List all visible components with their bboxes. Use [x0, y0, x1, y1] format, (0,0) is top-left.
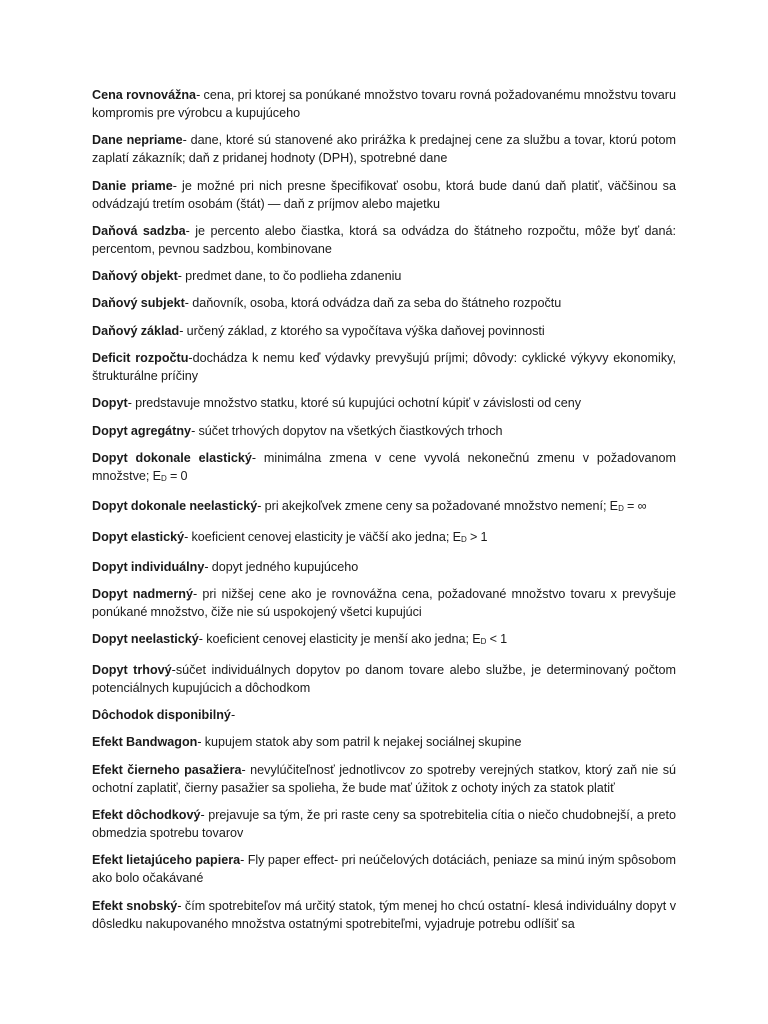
glossary-term: Daňová sadzba — [92, 223, 186, 238]
glossary-definition: - koeficient cenovej elasticity je väčší ako jedna; E — [184, 529, 461, 544]
glossary-definition: - — [230, 708, 236, 723]
glossary-entry — [92, 661, 676, 697]
glossary-term: Dopyt neelastický — [92, 632, 199, 647]
glossary-entry — [92, 733, 676, 751]
glossary-term: Dopyt elastický — [92, 529, 185, 544]
elasticity-value: > 1 — [466, 529, 488, 544]
glossary-term: Dopyt — [92, 396, 128, 411]
glossary-definition: - predstavuje množstvo statku, ktoré sú kupujúci ochotní kúpiť v závislosti od ceny — [127, 396, 582, 411]
glossary-definition: - súčet trhových dopytov na všetkých čiastkových trhoch — [191, 423, 503, 438]
glossary-term: Daňový základ — [92, 323, 180, 338]
glossary-entry — [92, 630, 676, 651]
glossary-definition: - určený základ, z ktorého sa vypočítava výška daňovej povinnosti — [179, 323, 545, 338]
glossary-term: Danie priame — [92, 178, 173, 193]
glossary-entry — [92, 851, 676, 887]
glossary-entry — [92, 706, 676, 724]
elasticity-subscript: D — [161, 473, 167, 483]
glossary-entry — [92, 267, 676, 285]
glossary-definition: - minimálna zmena v cene vyvolá nekonečnú zmenu v požadovanom množstve; E — [92, 450, 676, 483]
glossary-term: Dopyt dokonale elastický — [92, 450, 252, 465]
glossary-definition: - pri akejkoľvek zmene ceny sa požadované množstvo nemení; E — [257, 499, 619, 514]
glossary-definition: - kupujem statok aby som patril k nejakej sociálnej skupine — [197, 735, 522, 750]
glossary-entry — [92, 528, 676, 549]
glossary-entry — [92, 131, 676, 167]
glossary-definition: - prejavuje sa tým, že pri raste ceny sa spotrebitelia cítia o niečo chudobnejší, a preto obmedzia spotrebu tovarov — [92, 807, 676, 840]
glossary-definition: - je možné pri nich presne špecifikovať osobu, ktorá bude danú daň platiť, väčšinou sa odvádzajú tretím osobám (štát) — daň z príjmov alebo majetku — [92, 178, 676, 211]
glossary-entry — [92, 422, 676, 440]
glossary-term: Dôchodok disponibilný — [92, 708, 231, 723]
elasticity-subscript: D — [480, 637, 487, 647]
glossary-definition: - nevylúčiteľnosť jednotlivcov zo spotreby verejných statkov, ktorý zaň nie sú ochotní zaplatiť, čierny pasažier sa spolieha, že bude mať úžitok z ochoty iných za statok platiť — [92, 762, 677, 795]
glossary-definition: - dopyt jedného kupujúceho — [204, 559, 359, 574]
glossary-entry — [92, 585, 676, 621]
glossary-definition: - predmet dane, to čo podlieha zdaneniu — [177, 269, 402, 284]
glossary-term: Deficit rozpočtu — [92, 351, 189, 366]
glossary-term: Cena rovnovážna — [92, 88, 197, 102]
glossary-definition: -súčet individuálnych dopytov po danom tovare alebo službe, je determinovaný počtom potenciálnych kupujúcich a dôchodkom — [92, 662, 676, 695]
elasticity-value: < 1 — [486, 632, 508, 647]
glossary-term: Efekt snobský — [92, 898, 178, 913]
glossary-term: Dopyt dokonale neelastický — [92, 499, 258, 514]
glossary-term: Dopyt individuálny — [92, 559, 205, 574]
glossary-entry — [92, 222, 676, 258]
glossary-entry — [92, 177, 676, 213]
glossary-entry — [92, 497, 676, 518]
glossary-entry — [92, 897, 676, 933]
glossary-entry — [92, 349, 676, 385]
glossary-term: Efekt čierneho pasažiera — [92, 762, 242, 777]
glossary-entry — [92, 558, 676, 576]
elasticity-value: = ∞ — [623, 499, 647, 514]
glossary-entry — [92, 322, 676, 340]
elasticity-value: = 0 — [166, 468, 188, 483]
glossary-definition: - je percento alebo čiastka, ktorá sa odvádza do štátneho rozpočtu, môže byť daná: percentom, pevnou sadzbou, kombinovane — [92, 223, 676, 256]
glossary-definition: - dane, ktoré sú stanovené ako prirážka k predajnej cene za službu a tovar, ktorú potom zaplatí zákazník; daň z pridanej hodnoty (DPH), spotrebné dane — [92, 133, 676, 166]
glossary-term: Daňový subjekt — [92, 296, 185, 311]
glossary-entry — [92, 806, 676, 842]
glossary-entry — [92, 449, 676, 488]
glossary-definition: - pri nižšej cene ako je rovnovážna cena, požadované množstvo tovaru x prevyšuje ponúkané množstvo, čiže nie sú uspokojený všetci kupujúci — [92, 587, 676, 620]
glossary-term: Dopyt agregátny — [92, 423, 192, 438]
glossary-definition: - Fly paper effect- pri neúčelových dotáciách, peniaze sa minú iným spôsobom ako bolo očakávané — [92, 853, 676, 886]
glossary-term: Efekt lietajúceho papiera — [92, 853, 241, 868]
glossary-definition: -dochádza k nemu keď výdavky prevyšujú príjmi; dôvody: cyklické výkyvy ekonomiky, štrukturálne príčiny — [92, 351, 676, 384]
glossary-term: Efekt Bandwagon — [92, 735, 198, 750]
glossary-entry — [92, 761, 676, 797]
glossary-term: Dane nepriame — [92, 133, 183, 148]
glossary-entry — [92, 86, 676, 122]
glossary-definition: - daňovník, osoba, ktorá odvádza daň za seba do štátneho rozpočtu — [184, 296, 562, 311]
glossary-term: Daňový objekt — [92, 269, 178, 284]
glossary-page — [92, 86, 676, 942]
glossary-term: Dopyt nadmerný — [92, 587, 193, 602]
glossary-term: Efekt dôchodkový — [92, 807, 201, 822]
elasticity-subscript: D — [461, 534, 467, 544]
glossary-definition: - cena, pri ktorej sa ponúkané množstvo tovaru rovná požadovanému množstvu tovaru kompromis pre výrobcu a kupujúceho — [92, 88, 676, 120]
elasticity-subscript: D — [618, 504, 624, 514]
glossary-entry — [92, 294, 676, 312]
glossary-entry — [92, 394, 676, 412]
glossary-definition: - koeficient cenovej elasticity je menší ako jedna; E — [198, 632, 481, 647]
glossary-term: Dopyt trhový — [92, 662, 172, 677]
glossary-definition: - čím spotrebiteľov má určitý statok, tým menej ho chcú ostatní- klesá individuálny dopyt v dôsledku nakupovaného množstva ostatnými spotrebiteľmi, vyjadruje potrebu odlíšiť sa — [92, 898, 676, 931]
